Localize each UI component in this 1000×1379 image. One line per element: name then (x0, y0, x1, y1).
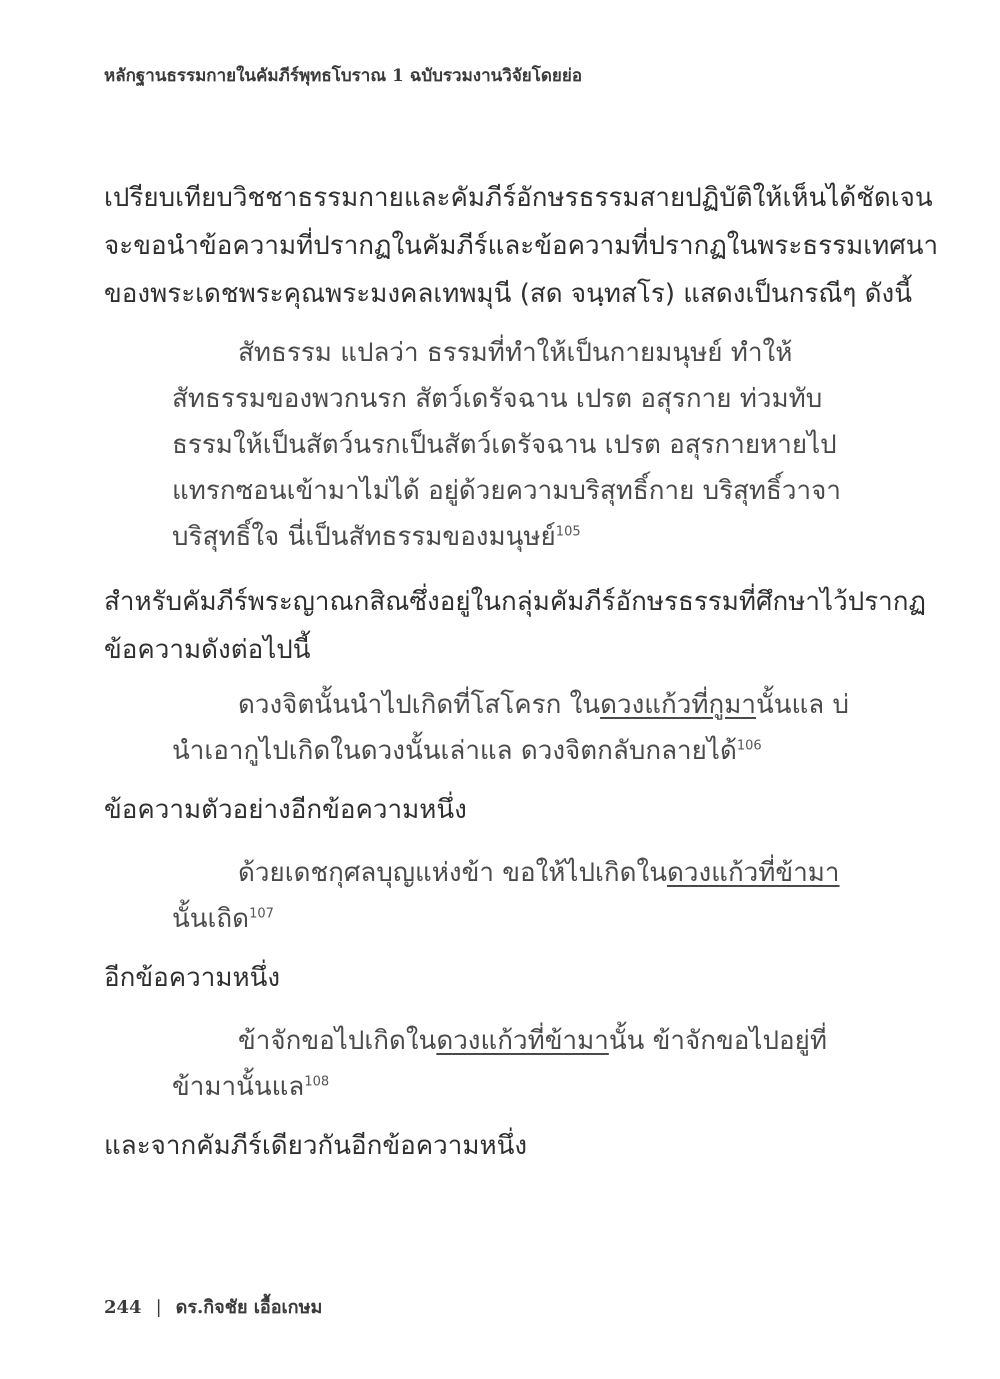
quote-line: บริสุทธิ์ใจ นี่เป็นสัทธรรมของมนุษย์$^{105}$ (172, 522, 581, 552)
lead-line: ข้อความตัวอย่างอีกข้อความหนึ่ง (104, 795, 467, 825)
quote-block-108 (172, 1018, 827, 1110)
quote-line: ด้วยเดชกุศลบุญแห่งข้า ขอให้ไปเกิดในดวงแก้วที่ข้ามา (238, 858, 840, 888)
footnote-ref[interactable]: 107 (249, 906, 274, 922)
lead-line: สำหรับคัมภีร์พระญาณกสิณซึ่งอยู่ในกลุ่มคัมภีร์อักษรธรรมที่ศึกษาไว้ปรากฏ (104, 587, 926, 617)
footer-separator: | (155, 1297, 162, 1318)
quote-line: ข้ามานั้นแล$^{108}$ (172, 1072, 330, 1102)
footnote-ref[interactable]: 105 (555, 524, 581, 540)
lead-paragraph-3 (104, 786, 894, 834)
quote-line: ธรรมให้เป็นสัตว์นรกเป็นสัตว์เดรัจฉาน เปรต อสุรกายหายไป (172, 430, 837, 460)
quote-line: ข้าจักขอไปเกิดในดวงแก้วที่ข้ามานั้น ข้าจักขอไปอยู่ที่ (238, 1026, 827, 1056)
intro-line: เปรียบเทียบวิชชาธรรมกายและคัมภีร์อักษรธรรมสายปฏิบัติให้เห็นได้ชัดเจน (104, 183, 933, 213)
lead-paragraph-2 (104, 578, 926, 674)
quote-line: ดวงจิตนั้นนำไปเกิดที่โสโครก ในดวงแก้วที่กูมานั้นแล บ่ (238, 690, 850, 720)
quote-line: สัทธรรมของพวกนรก สัตว์เดรัจฉาน เปรต อสุรกาย ท่วมทับ (172, 384, 823, 414)
lead-line: ข้อความดังต่อไปนี้ (104, 635, 311, 665)
lead-line: อีกข้อความหนึ่ง (104, 963, 281, 993)
intro-line: ของพระเดชพระคุณพระมงคลเทพมุนี (สด จนฺทสโร) แสดงเป็นกรณีๆ ดังนี้ (104, 279, 913, 309)
lead-paragraph-5 (104, 1122, 894, 1170)
quote-line: สัทธรรม แปลว่า ธรรมที่ทำให้เป็นกายมนุษย์ ทำให้ (238, 338, 793, 368)
underlined-phrase: ดวงแก้วที่ข้ามา (436, 1026, 609, 1056)
footnote-ref[interactable]: 106 (736, 738, 762, 754)
quote-block-106 (172, 682, 850, 774)
author-name: ดร.กิจชัย เอื้อเกษม (175, 1297, 323, 1318)
quote-block-107 (172, 850, 840, 942)
lead-line: และจากคัมภีร์เดียวกันอีกข้อความหนึ่ง (104, 1131, 528, 1161)
quote-line: นั้นเถิด$^{107}$ (172, 904, 274, 934)
underlined-phrase: ดวงแก้วที่กูมา (600, 690, 756, 720)
running-header: หลักฐานธรรมกายในคัมภีร์พุทธโบราณ 1 ฉบับรวมงานวิจัยโดยย่อ (104, 66, 583, 86)
page-footer (104, 1292, 322, 1321)
page-number: 244 (104, 1297, 142, 1318)
footnote-ref[interactable]: 108 (304, 1074, 330, 1090)
intro-line: จะขอนำข้อความที่ปรากฏในคัมภีร์และข้อความที่ปรากฏในพระธรรมเทศนา (104, 231, 939, 261)
quote-block-105 (172, 330, 841, 560)
quote-line: นำเอากูไปเกิดในดวงนั้นเล่าแล ดวงจิตกลับกลายได้$^{106}$ (172, 736, 762, 766)
intro-paragraph (104, 174, 939, 318)
lead-paragraph-4 (104, 954, 894, 1002)
quote-line: แทรกซอนเข้ามาไม่ได้ อยู่ด้วยความบริสุทธิ์กาย บริสุทธิ์วาจา (172, 476, 841, 506)
underlined-phrase: ดวงแก้วที่ข้ามา (667, 858, 840, 888)
